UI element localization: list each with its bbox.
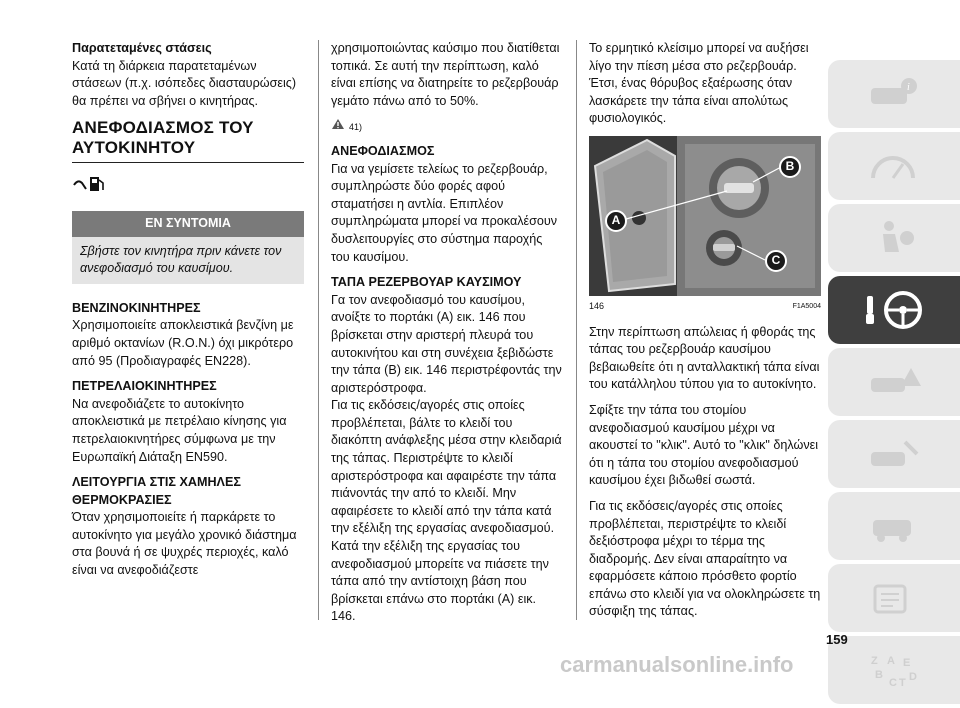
car-warning-icon bbox=[865, 362, 923, 402]
refuel-heading: ΑΝΕΦΟΔΙΑΣΜΟΣ bbox=[331, 143, 435, 158]
low-temperature-text: Όταν χρησιμοποιείτε ή παρκάρετε το αυτοκίνητο για μεγάλο χρονικό διάστημα στα βουνά ή σε ψυχρές περιοχές, καλό είναι να ανεφοδιάζεστε bbox=[72, 510, 297, 578]
car-info-icon bbox=[865, 74, 923, 114]
figure-caption bbox=[589, 298, 821, 316]
index-letters-icon bbox=[865, 650, 923, 690]
column-divider bbox=[576, 40, 577, 620]
seat-airbag-icon bbox=[865, 218, 923, 258]
fuel-cap-figure bbox=[589, 136, 821, 296]
chapter-tab-maintenance[interactable] bbox=[828, 492, 960, 560]
column-left bbox=[72, 40, 304, 588]
diesel-heading: ΠΕΤΡΕΛΑΙΟΚΙΝΗΤΗΡΕΣ bbox=[72, 379, 217, 394]
figure-label-b: B bbox=[779, 156, 801, 178]
svg-text:D: D bbox=[909, 671, 917, 683]
summary-banner: ΕΝ ΣΥΝΤΟΜΙΑ bbox=[72, 211, 304, 237]
cap-versions-text: Για τις εκδόσεις/αγορές στις οποίες προβλέπεται, περιστρέψτε το κλειδί δεξιόστροφα μέχρι το τέρμα της διαδρομής. Δεν είναι απαραίτητο να εφαρμόσετε κάποιο πρόσθετο φορτίο επάνω στο κλειδί για να ολοκληρώσετε τη σύσφιξη της τάπας. bbox=[589, 498, 821, 619]
svg-text:B: B bbox=[875, 669, 883, 681]
svg-text:C: C bbox=[889, 677, 897, 689]
cap-loss-text: Στην περίπτωση απώλειας ή φθοράς της τάπας του ρεζερβουάρ καυσίμου βεβαιωθείτε ότι η ανταλλακτική τάπα είναι του κατάλληλου τύπου για το αυτοκίνητο. bbox=[589, 324, 820, 392]
watermark-text: carmanualsonline.info bbox=[560, 652, 794, 677]
car-wrench-icon bbox=[865, 434, 923, 474]
column-right bbox=[589, 40, 821, 629]
low-temperature-heading: ΛΕΙΤΟΥΡΓΙΑ ΣΤΙΣ ΧΑΜΗΛΕΣ ΘΕΡΜΟΚΡΑΣΙΕΣ bbox=[72, 475, 241, 507]
section-heading-prolonged-stops: Παρατεταμένες στάσεις bbox=[72, 41, 212, 55]
svg-text:T: T bbox=[899, 677, 906, 689]
svg-text:Z: Z bbox=[871, 655, 878, 667]
page-number: 159 bbox=[826, 632, 848, 647]
chapter-tab-warnings[interactable] bbox=[828, 348, 960, 416]
petrol-heading: ΒΕΝΖΙΝΟΚΙΝΗΤΗΡΕΣ bbox=[72, 300, 201, 315]
fuel-cap-text-2: Για τις εκδόσεις/αγορές στις οποίες προβλέπεται, βάλτε το κλειδί του διακόπτη ανάφλεξης μέσα στην κλειδαριά της τάπας. Περιστρέψτε το κλειδί αριστερόστροφα και αφαιρέστε την τάπα πιάνοντάς την από το κλειδί. Μην αφαιρέσετε το κλειδί από την τάπα κατά την εξέλιξη της εργασίας ανεφοδιασμού. Κατά την εξέλιξη της εργασίας του ανεφοδιασμού μπορείτε να πιάσετε την τάπα από την αντίστοιχη βάση που βρίσκεται επάνω στο πορτάκι (A) εικ. 146. bbox=[331, 398, 562, 624]
chapter-tab-starting-driving[interactable] bbox=[828, 276, 960, 344]
summary-box: Σβήστε τον κινητήρα πριν κάνετε τον ανεφοδιασμό του καυσίμου. bbox=[72, 237, 304, 284]
chapter-tab-specifications[interactable] bbox=[828, 564, 960, 632]
prolonged-stops-text: Κατά τη διάρκεια παρατεταμένων στάσεων (π.χ. ισόπεδες διασταυρώσεις) θα πρέπει να σβήνει ο κινητήρας. bbox=[72, 58, 297, 108]
fuel-cap-text-1: Γα τον ανεφοδιασμό του καυσίμου, ανοίξτε το πορτάκι (A) εικ. 146 που βρίσκεται στην αριστερή πλευρά του αυτοκινήτου και στη συνέχεια ξεβιδώστε την τάπα (B) εικ. 146 περιστρέφοντάς την αριστερόστροφα. bbox=[331, 292, 562, 395]
chapter-tab-dashboard[interactable] bbox=[828, 132, 960, 200]
specifications-icon bbox=[865, 578, 923, 618]
dashboard-gauge-icon bbox=[865, 146, 923, 186]
column-middle bbox=[331, 40, 563, 634]
figure-label-a: A bbox=[605, 210, 627, 232]
chapter-tab-safety[interactable] bbox=[828, 204, 960, 272]
key-steering-wheel-icon bbox=[861, 286, 927, 334]
heading-rule bbox=[72, 162, 304, 163]
intro-text: Το ερμητικό κλείσιμο μπορεί να αυξήσει λίγο την πίεση μέσα στο ρεζερβουάρ. Έτσι, ένας θόρυβος εξαέρωσης όταν λασκάρετε την τάπα είναι απολύτως φυσιολογικός. bbox=[589, 41, 809, 126]
diesel-text: Να ανεφοδιάζετε το αυτοκίνητο αποκλειστικά με πετρέλαιο κίνησης για πετρελαιοκινητήρες σύμφωνα με την Ευρωπαϊκή Διάταξη EN590. bbox=[72, 396, 287, 464]
cap-tighten-text: Σφίξτε την τάπα του στομίου ανεφοδιασμού καυσίμου μέχρι να ακουστεί το "κλικ". Αυτό το "κλικ" δηλώνει ότι η τάπα του στομίου ανεφοδιασμού καυσίμου έχει βιδωθεί σωστά. bbox=[589, 402, 819, 488]
warning-ref-number: 41) bbox=[349, 121, 363, 132]
svg-text:i: i bbox=[907, 82, 910, 93]
figure-label-c: C bbox=[765, 250, 787, 272]
petrol-text: Χρησιμοποιείτε αποκλειστικά βενζίνη με αριθμό οκτανίων (R.O.N.) όχι μικρότερο από 95 (Προδιαγραφές EN228). bbox=[72, 318, 294, 368]
fuel-pump-icon bbox=[72, 175, 304, 199]
fuel-cap-heading: ΤΑΠΑ ΡΕΖΕΡΒΟΥΑΡ ΚΑΥΣΙΜΟΥ bbox=[331, 275, 522, 290]
chapter-tab-emergency[interactable] bbox=[828, 420, 960, 488]
warning-triangle-icon bbox=[331, 118, 345, 137]
column-divider bbox=[318, 40, 319, 620]
chapter-tab-index[interactable] bbox=[828, 636, 960, 704]
svg-text:E: E bbox=[903, 657, 911, 669]
continued-text: χρησιμοποιώντας καύσιμο που διατίθεται τοπικά. Σε αυτή την περίπτωση, καλό είναι επίσης να διατηρείτε το ρεζερβουάρ γεμάτο πάνω από το 50%. bbox=[331, 41, 560, 108]
chapter-tab-car-info[interactable] bbox=[828, 60, 960, 128]
figure-code: F1A5004 bbox=[792, 302, 821, 310]
chapter-tabs bbox=[828, 60, 960, 708]
car-service-icon bbox=[865, 506, 923, 546]
svg-text:A: A bbox=[887, 655, 895, 667]
figure-number: 146 bbox=[589, 300, 605, 311]
warning-reference bbox=[331, 118, 563, 137]
refuel-text: Για να γεμίσετε τελείως το ρεζερβουάρ, συμπληρώστε δύο φορές αφού σταματήσει η αντλία. Επιπλέον συμπληρώματα μπορεί να προκαλέσουν δυσλειτουργίες στο σύστημα παροχής του καυσίμου. bbox=[331, 161, 558, 264]
main-heading-refueling: ΑΝΕΦΟΔΙΑΣΜΟΣ ΤΟΥ ΑΥΤΟΚΙΝΗΤΟΥ bbox=[72, 118, 254, 158]
